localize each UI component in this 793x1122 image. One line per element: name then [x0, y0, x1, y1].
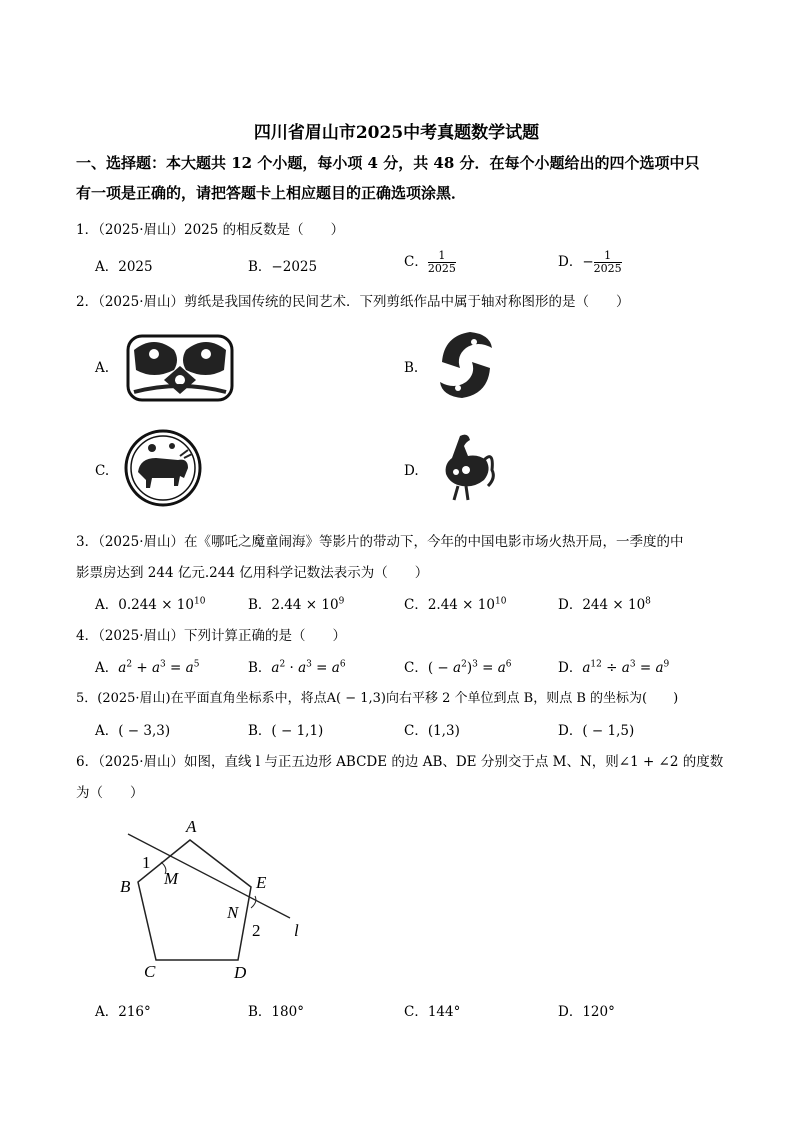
q1-option-c: C． $\frac{1}{2025}$ [404, 249, 456, 275]
label-C: C [144, 962, 156, 981]
label-angle-2: 2 [252, 921, 261, 940]
q1-option-b: B．−2025 [248, 259, 318, 275]
q2-option-a: A. [95, 360, 110, 376]
question-6-stem-line1: 6．（2025·眉山）如图，直线 l 与正五边形 ABCDE 的边 AB、DE 分别交于点 M、N，则∠1 + ∠2 的度数 [76, 754, 724, 770]
page-title: 四川省眉山市2025中考真题数学试题 [253, 123, 540, 143]
label-A: A [186, 817, 197, 836]
question-3-stem-line2: 影票房达到 244 亿元.244 亿用科学记数法表示为（ ） [76, 565, 429, 581]
q2-option-d: D. [404, 463, 419, 479]
q3-option-b: B．$2.44 \times 10^9$ [248, 596, 345, 613]
q6-option-b: B．180° [248, 1004, 304, 1020]
section-heading-line1: 一、选择题：本大题共 12 个小题，每小项 4 分，共 48 分．在每个小题给出的四个选项中只 [76, 154, 700, 172]
q5-option-d: D．( − 1,5) [558, 723, 635, 739]
label-l: l [294, 921, 299, 940]
papercut-tiger-image [124, 330, 236, 406]
q1-option-d: D．− $\frac{1}{2025}$ [558, 249, 622, 275]
label-N: N [227, 903, 239, 922]
question-5-stem: 5．(2025·眉山)在平面直角坐标系中，将点A( − 1,3)向右平移 2 个单位到点 B，则点 B 的坐标为( ) [76, 691, 679, 706]
label-E: E [256, 873, 267, 892]
q5-option-c: C．(1,3) [404, 723, 460, 739]
q5-option-a: A．( − 3,3) [95, 723, 171, 739]
q6-option-c: C．144° [404, 1004, 461, 1020]
label-B: B [120, 877, 131, 896]
label-M: M [164, 869, 179, 888]
q2-option-b: B. [404, 360, 419, 376]
pentagon-figure [112, 812, 312, 982]
q4-option-c: C．( − $a^2)^3 = a^6$ [404, 659, 512, 676]
papercut-rooster-image [430, 430, 498, 506]
question-3-stem-line1: 3．（2025·眉山）在《哪吒之魔童闹海》等影片的带动下，今年的中国电影市场火热开局，一季度的中 [76, 534, 684, 550]
q1-option-a: A．2025 [95, 259, 153, 275]
q3-option-d: D．$244 \times 10^8$ [558, 596, 651, 613]
question-6-stem-line2: 为（ ） [76, 785, 144, 801]
q4-option-b: B．$a^2 \cdot a^3 = a^6$ [248, 659, 346, 676]
q3-option-c: C．$2.44 \times 10^{10}$ [404, 596, 507, 613]
q6-option-a: A．216° [95, 1004, 151, 1020]
question-1-stem: 1．（2025·眉山）2025 的相反数是（ ） [76, 222, 345, 238]
section-heading-line2: 有一项是正确的，请把答题卡上相应题目的正确选项涂黑． [76, 184, 467, 202]
q2-option-c: C. [95, 463, 110, 479]
label-angle-1: 1 [142, 853, 151, 872]
q4-option-d: D．$a^{12} \div a^3 = a^9$ [558, 659, 670, 676]
q5-option-b: B．( − 1,1) [248, 723, 324, 739]
label-D: D [234, 963, 247, 982]
question-4-stem: 4．（2025·眉山）下列计算正确的是（ ） [76, 628, 346, 644]
pentagon-shape [138, 840, 251, 960]
question-2-stem: 2．（2025·眉山）剪纸是我国传统的民间艺术．下列剪纸作品中属于轴对称图形的是（ ） [76, 294, 630, 310]
papercut-ox-image [122, 428, 204, 508]
q6-option-d: D．120° [558, 1004, 615, 1020]
q4-option-a: A．$a^2 + a^3 = a^5$ [95, 659, 200, 676]
papercut-fish-image [434, 328, 498, 402]
q3-option-a: A．$0.244 \times 10^{10}$ [95, 596, 206, 613]
